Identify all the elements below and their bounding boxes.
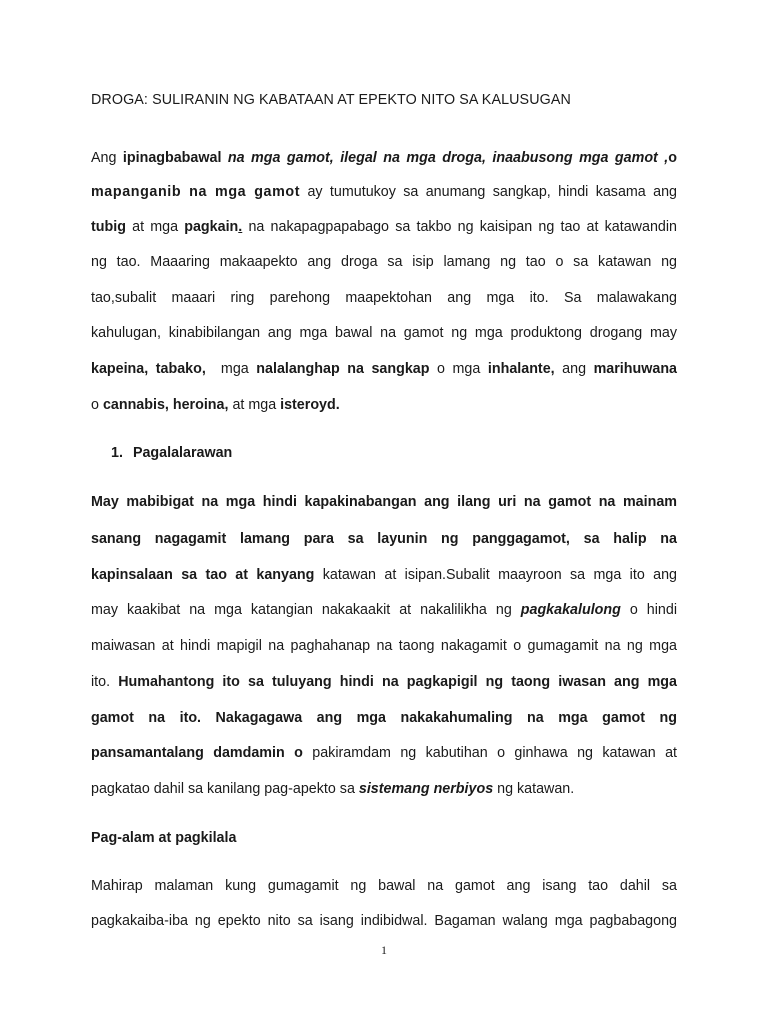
- paragraph-line: mapanganib na mga gamot ay tumutukoy sa anumang sangkap, hindi kasama ang: [91, 184, 677, 200]
- bold-term: kapinsalaan sa tao at kanyang: [91, 567, 315, 583]
- bold-italic-term: sistemang nerbiyos: [358, 781, 494, 797]
- bold-italic-term: pagkakalulong: [520, 602, 621, 618]
- paragraph-line: ito. Humahantong ito sa tuluyang hindi na pagkapigil ng taong iwasan ang mga: [91, 674, 677, 690]
- paragraph-line: tao,subalit maaari ring parehong maapektohan ang mga ito. Sa malawakang: [91, 290, 677, 306]
- bold-term: nalalanghap na sangkap: [256, 361, 430, 377]
- bold-term: mapanganib na mga gamot: [91, 184, 301, 200]
- paragraph-line: maiwasan at hindi mapigil na paghahanap na taong nakagamit o gumagamit na ng mga: [91, 638, 677, 654]
- paragraph-line: sanang nagagamit lamang para sa layunin ng panggagamot, sa halip na: [91, 531, 677, 547]
- bold-term: marihuwana: [593, 361, 677, 377]
- paragraph-line: kapeina, tabako, mga nalalanghap na sangkap o mga inhalante, ang marihuwana: [91, 361, 677, 377]
- list-number: 1.: [111, 445, 123, 461]
- bold-term: ipinagbabawal: [122, 150, 222, 166]
- paragraph-line: May mabibigat na mga hindi kapakinabangan ang ilang uri na gamot na mainam: [91, 494, 677, 510]
- section-heading-pag-alam: Pag-alam at pagkilala: [91, 830, 237, 846]
- paragraph-line: Mahirap malaman kung gumagamit ng bawal na gamot ang isang tao dahil sa: [91, 878, 677, 894]
- bold-italic-term: na mga gamot, ilegal na mga droga, inaabusong mga gamot ,: [221, 150, 669, 166]
- paragraph-line: pagkatao dahil sa kanilang pag-apekto sa sistemang nerbiyos ng katawan.: [91, 781, 575, 797]
- paragraph-line: tubig at mga pagkain. na nakapagpapabago sa takbo ng kaisipan ng tao at katawandin: [91, 219, 677, 235]
- paragraph-line: Ang ipinagbabawal na mga gamot, ilegal na mga droga, inaabusong mga gamot ,o: [91, 150, 677, 166]
- bold-term: Humahantong ito sa tuluyang hindi na pagkapigil ng taong iwasan ang mga: [118, 674, 677, 690]
- paragraph-line: may kaakibat na mga katangian nakakaakit at nakalilikha ng pagkakalulong o hindi: [91, 602, 677, 618]
- document-title: DROGA: SULIRANIN NG KABATAAN AT EPEKTO NITO SA KALUSUGAN: [91, 92, 571, 108]
- bold-term: cannabis, heroina,: [102, 397, 229, 413]
- paragraph-line: kapinsalaan sa tao at kanyang katawan at isipan.Subalit maayroon sa mga ito ang: [91, 567, 677, 583]
- section-label: Pagalalarawan: [132, 445, 233, 461]
- bold-term: isteroyd.: [280, 397, 340, 413]
- bold-term: pagkain: [184, 219, 239, 235]
- bold-term: inhalante,: [487, 361, 555, 377]
- paragraph-line: pansamantalang damdamin o pakiramdam ng kabutihan o ginhawa ng katawan at: [91, 745, 677, 761]
- page-number: 1: [381, 943, 387, 957]
- paragraph-line: gamot na ito. Nakagagawa ang mga nakakahumaling na mga gamot ng: [91, 710, 677, 726]
- section-heading-pagalalarawan: [111, 442, 232, 464]
- bold-term: kapeina, tabako,: [91, 361, 206, 377]
- bold-term: tubig: [91, 219, 126, 235]
- paragraph-line: ng tao. Maaaring makaapekto ang droga sa isip lamang ng tao o sa katawan ng: [91, 254, 677, 270]
- paragraph-line: pagkakaiba-iba ng epekto nito sa isang indibidwal. Bagaman walang mga pagbabagong: [91, 913, 677, 929]
- paragraph-line: kahulugan, kinabibilangan ang mga bawal na gamot ng mga produktong drogang may: [91, 325, 677, 341]
- paragraph-line: o cannabis, heroina, at mga isteroyd.: [91, 397, 340, 413]
- bold-term: pansamantalang damdamin o: [91, 745, 303, 761]
